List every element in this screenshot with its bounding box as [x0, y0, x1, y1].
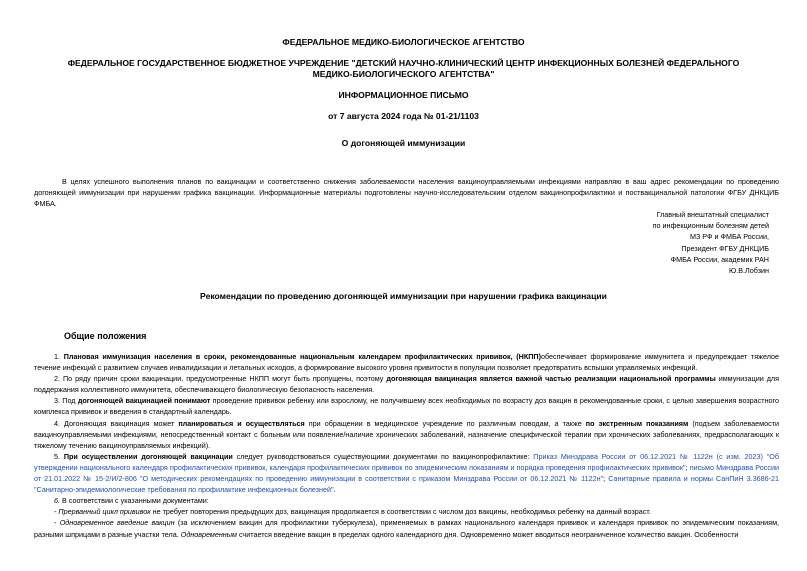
paragraph-text: обеспечивает формирование иммунитета и предупреждает тяжелое течение инфекций с развитием случаев инвалидизации и летальных исходов, а формирование высокого уровня привитости в популяции позволяет предотвратить вспышки управляемых инфекций.: [34, 352, 779, 373]
document-body: [34, 351, 779, 540]
paragraph-number: 6.: [54, 496, 60, 506]
document-subject: О догоняющей иммунизации: [341, 138, 466, 148]
signature-line: ФМБА России, академик РАН: [670, 254, 769, 264]
signature-line: Президент ФГБУ ДНКЦИБ: [681, 243, 769, 253]
paragraph-2: [34, 373, 779, 395]
paragraph-text: не требует повторения предыдущих доз, вакцинация продолжается в соответствии с числом доз вакцины, необходимых ребенку на данный возраст.: [150, 507, 651, 517]
institution-title-line1: ФЕДЕРАЛЬНОЕ ГОСУДАРСТВЕННОЕ БЮДЖЕТНОЕ УЧРЕЖДЕНИЕ "ДЕТСКИЙ НАУЧНО-КЛИНИЧЕСКИЙ ЦЕНТР ИНФЕКЦИОННЫХ БОЛЕЗНЕЙ ФЕДЕРАЛЬНОГО: [67, 58, 740, 68]
institution-title-line2: МЕДИКО-БИОЛОГИЧЕСКОГО АГЕНТСТВА": [312, 69, 495, 79]
paragraph-text: иммунизации для поддержания коллективного иммунитета, обеспечивающего биологическую безопасность населения.: [34, 374, 779, 395]
paragraph-text: (за исключением вакцин для профилактики туберкулеза), применяемых в рамках национального календаря прививок и календаря прививок по эпидемическим показаниям, разными шприцами в разные участки тела.: [34, 518, 780, 539]
paragraph-text: 3. Под: [54, 396, 78, 406]
sanpin-link[interactable]: Санитарные правила и нормы СанПиН 3.3686-21 "Санитарно-эпидемиологические требования по профилактике инфекционных болезней": [34, 474, 779, 495]
letter-link[interactable]: письмо Минздрава России от 21.01.2022 № 15-2/И/2-806 "О методических рекомендациях по проведению иммунизации в соответствии с приказом Минздрава России от 06.12.2021 № 1122н": [34, 462, 779, 484]
paragraph-text: 5.: [54, 451, 64, 461]
document-date-number: от 7 августа 2024 года № 01-21/1103: [328, 111, 479, 121]
order-link[interactable]: Приказ Минздрава России от 06.12.2021 № 1122н (с изм. 2023) "Об утверждении национального календаря профилактических прививок, календаря профилактических прививок по эпидемическим показаниям и порядка проведения профилактических прививок": [34, 451, 779, 472]
bold-text: Плановая иммунизация населения в сроки, рекомендованные национальным календарем профилактических прививок, (НКПП): [63, 352, 541, 361]
italic-text: Одновременное введение вакцин: [59, 518, 175, 528]
separator: ;: [603, 474, 609, 484]
signature-block: [653, 209, 769, 276]
recommendations-title: Рекомендации по проведению догоняющей иммунизации при нарушении графика вакцинации: [200, 291, 607, 301]
dash: -: [54, 518, 60, 528]
intro-paragraph: В целях успешного выполнения планов по вакцинации и соответственно снижения заболеваемости населения вакциноуправляемыми инфекциями направляю в ваш адрес рекомендации по проведению догоняющей иммунизации при нарушении графика вакцинации. Информационные материалы подготовлены научно-исследовательским отделом вакцинопрофилактики и поствакцинальной патологии ФГБУ ДНКЦИБ ФМБА.: [34, 177, 779, 209]
paragraph-4: [34, 418, 779, 451]
signature-line: Главный внештатный специалист: [656, 210, 769, 219]
section-title: Общие положения: [64, 331, 147, 341]
paragraph-text: 2. По ряду причин сроки вакцинации, предусмотренные НКПП могут быть пропущены, поэтому: [54, 374, 387, 384]
paragraph-number: 1.: [54, 352, 64, 361]
paragraph-text: следует руководствоваться существующими документами по вакцинопрофилактике:: [232, 451, 534, 461]
bold-text: При осуществлении догоняющей вакцинации: [63, 451, 233, 461]
paragraph-text: 4. Догоняющая вакцинация может: [54, 418, 179, 428]
signature-line: МЗ РФ и ФМБА России,: [689, 232, 769, 242]
paragraph-text: проведение прививок ребенку или взрослому, не получившему всех необходимых по возрасту доз вакцин в рекомендованные сроки, с целью завершения возрастного комплекса прививок и введения в стандартный календарь.: [34, 396, 779, 417]
signature-line: по инфекционным болезням детей: [652, 221, 769, 231]
agency-title: ФЕДЕРАЛЬНОЕ МЕДИКО-БИОЛОГИЧЕСКОЕ АГЕНТСТВО: [282, 37, 525, 47]
italic-text: Прерванный цикл прививок: [58, 507, 151, 517]
paragraph-text: считается введение вакцин в пределах одного календарного дня. Одновременно может вводиться неограниченное количество вакцин. Особенности: [236, 529, 739, 539]
bold-text: по экстренным показаниям: [585, 418, 689, 428]
paragraph-6a: [34, 506, 779, 517]
paragraph-1: [34, 351, 779, 373]
italic-text: Одновременным: [180, 529, 237, 539]
bold-text: догоняющая вакцинация является важной частью реализации национальной программы: [386, 374, 716, 384]
signature-name: Ю.В.Лобзин: [728, 266, 769, 276]
paragraph-6: [34, 495, 779, 506]
bold-text: догоняющей вакцинацией понимают: [77, 396, 211, 406]
paragraph-text: (подъем заболеваемости вакциноуправляемыми инфекциями, непосредственный контакт с больным или появление/наличие хронических заболеваний, назначение специфической терапии при хронических заболеваниях, предрасполагающих к тяжелому течению вакциноуправляемых инфекций).: [34, 418, 779, 450]
document-type: ИНФОРМАЦИОННОЕ ПИСЬМО: [338, 90, 469, 100]
separator: ;: [685, 462, 690, 472]
paragraph-text: .: [333, 485, 336, 495]
paragraph-text: при обращении в медицинское учреждение по различным поводам, а также: [304, 418, 586, 428]
paragraph-text: В соответствии с указанными документами:: [60, 496, 209, 506]
dash: -: [54, 507, 59, 517]
bold-text: планироваться и осуществляться: [178, 418, 305, 428]
paragraph-3: [34, 395, 779, 417]
paragraph-5: [34, 451, 779, 495]
paragraph-6b: [34, 517, 779, 539]
